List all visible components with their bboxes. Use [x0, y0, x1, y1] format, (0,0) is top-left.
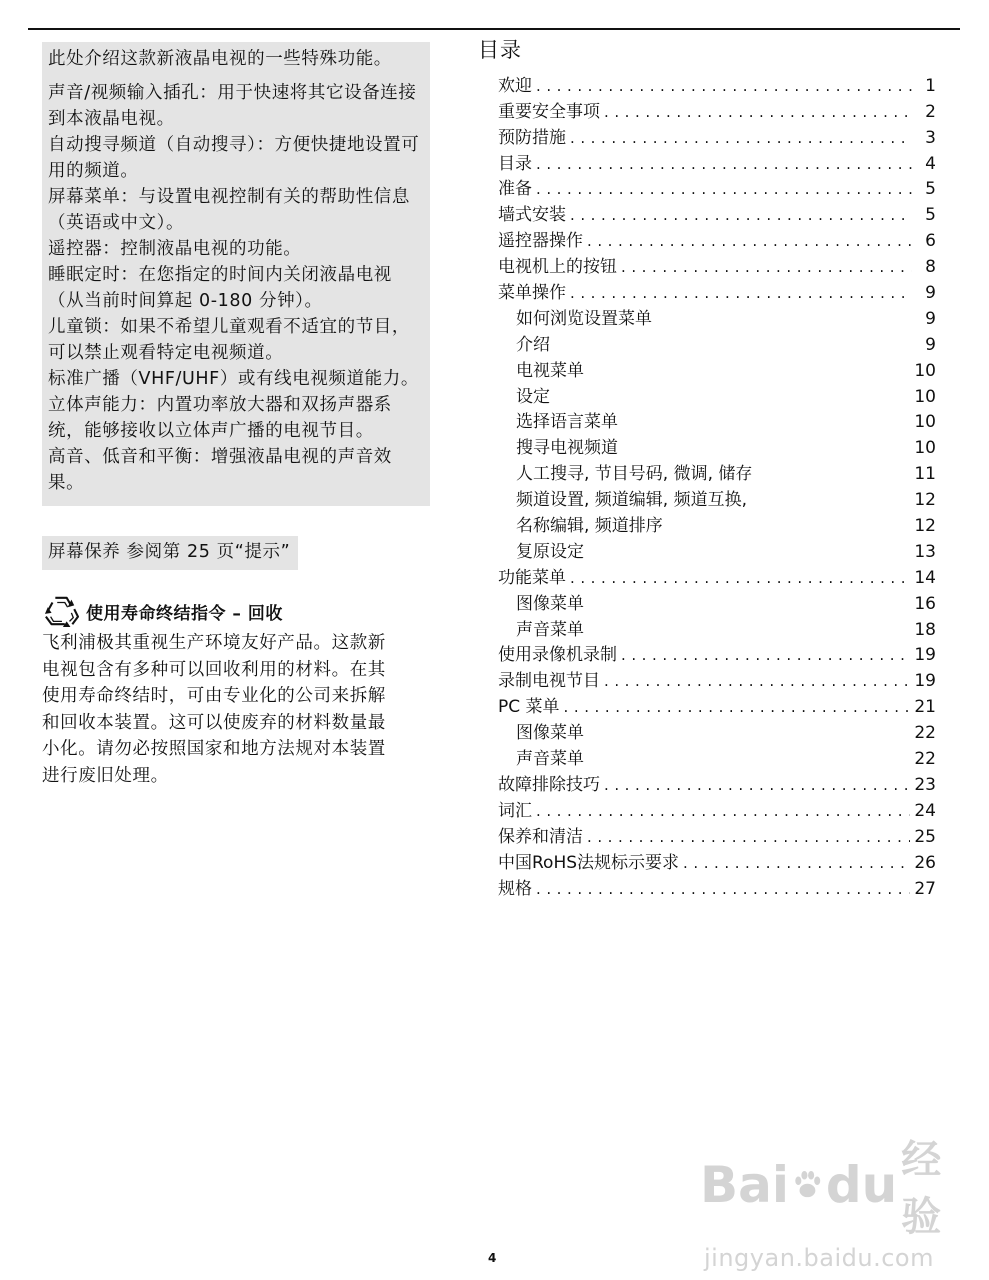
toc-entry — [478, 562, 936, 588]
toc-entry-page: 9 — [925, 308, 936, 329]
toc-entry-title: 词汇 — [498, 800, 532, 821]
toc-entry-page: 6 — [925, 231, 936, 252]
toc-entry — [478, 484, 936, 510]
toc-entry-title: 电视菜单 — [516, 360, 584, 381]
toc-entry-title: 准备 — [498, 179, 532, 200]
toc-entry — [478, 407, 936, 433]
toc-entry — [478, 381, 936, 407]
toc-entry — [478, 665, 936, 691]
toc-entry-page: 16 — [914, 593, 936, 614]
toc-entry-page: 10 — [914, 360, 936, 381]
toc-entry-title: 使用录像机录制 — [498, 645, 617, 666]
watermark-url: jingyan.baidu.com — [704, 1244, 934, 1272]
toc-entry-page: 10 — [914, 386, 936, 407]
toc-entry-title: 重要安全事项 — [498, 101, 600, 122]
watermark-brand-a: Bai — [700, 1156, 789, 1214]
toc-entry-page: 9 — [925, 334, 936, 355]
toc-entry — [478, 717, 936, 743]
toc-entry-title: 中国RoHS法规标示要求 — [498, 852, 680, 873]
toc-leader — [604, 775, 910, 795]
watermark-brand-b: du — [825, 1156, 898, 1214]
recycle-heading — [42, 594, 430, 628]
toc-entry-page: 12 — [914, 490, 936, 511]
toc-entry-title: 人工搜寻, 节目号码, 微调, 储存 — [516, 464, 753, 485]
toc-entry-title: 欢迎 — [498, 75, 532, 96]
toc-entry — [478, 769, 936, 795]
toc-entry-title: 搜寻电视频道 — [516, 438, 618, 459]
toc-entry-title: 电视机上的按钮 — [498, 257, 617, 278]
toc-entry — [478, 148, 936, 174]
toc-entry-page: 27 — [914, 878, 936, 899]
toc-entry-title: 图像菜单 — [516, 723, 584, 744]
feature-item: 遥控器：控制液晶电视的功能。 — [48, 239, 302, 259]
toc-entry-page: 22 — [914, 749, 936, 770]
toc-entry-title: 选择语言菜单 — [516, 412, 618, 433]
toc-entry-page: 13 — [914, 541, 936, 562]
toc-entry — [478, 225, 936, 251]
screensaver-note: 屏幕保养 参阅第 25 页“提示” — [42, 536, 298, 570]
toc-entry-page: 8 — [925, 257, 936, 278]
toc-entry — [478, 458, 936, 484]
toc-entry — [478, 873, 936, 899]
toc-entry-page: 21 — [914, 697, 936, 718]
toc-entry-page: 19 — [914, 671, 936, 692]
watermark-logo — [700, 1128, 950, 1242]
toc-entry-title: 墙式安装 — [498, 205, 566, 226]
toc-entry — [478, 691, 936, 717]
toc-entry-page: 10 — [914, 412, 936, 433]
toc-leader — [570, 568, 910, 588]
toc-entry-title: 图像菜单 — [516, 593, 584, 614]
toc-entry-page: 10 — [914, 438, 936, 459]
watermark-brand-c: 经验 — [901, 1137, 942, 1240]
feature-item: 高音、低音和平衡：增强液晶电视的声音效果。 — [48, 447, 392, 493]
toc-entry — [478, 199, 936, 225]
toc-entry-page: 5 — [925, 205, 936, 226]
toc-entry-title: 功能菜单 — [498, 567, 566, 588]
toc-entry-title: 遥控器操作 — [498, 231, 583, 252]
feature-item: 屏幕菜单：与设置电视控制有关的帮助性信息（英语或中文）。 — [48, 187, 410, 233]
toc-entry — [478, 277, 936, 303]
recycle-line: 小化。请勿必按照国家和地方法规对本装置 — [42, 739, 386, 759]
toc-entry-page: 4 — [925, 153, 936, 174]
toc-leader — [536, 179, 912, 199]
feature-item: 标准广播（VHF/UHF）或有线电视频道能力。 — [48, 369, 419, 389]
features-intro: 此处介绍这款新液晶电视的一些特殊功能。 — [48, 49, 392, 69]
toc-entry — [478, 536, 936, 562]
toc-leader — [564, 697, 911, 717]
feature-item: 声音/视频输入插孔：用于快速将其它设备连接到本液晶电视。 — [48, 83, 417, 129]
toc-entry-page: 3 — [925, 127, 936, 148]
toc-entry-title: 录制电视节目 — [498, 671, 600, 692]
feature-item: 自动搜寻频道（自动搜寻）：方便快捷地设置可用的频道。 — [48, 135, 420, 181]
toc-leader — [587, 827, 910, 847]
toc-entry — [478, 743, 936, 769]
toc-entry — [478, 510, 936, 536]
toc-entry-title: 复原设定 — [516, 541, 584, 562]
toc-entry — [478, 329, 936, 355]
toc-leader — [570, 128, 912, 148]
toc-entry-page: 22 — [914, 723, 936, 744]
toc-entry-page: 25 — [914, 826, 936, 847]
feature-item: 儿童锁：如果不希望儿童观看不适宜的节目，可以禁止观看特定电视频道。 — [48, 317, 410, 363]
toc-entry — [478, 251, 936, 277]
recycle-line: 进行废旧处理。 — [42, 765, 169, 786]
toc-leader — [621, 645, 910, 665]
toc-leader — [570, 283, 912, 303]
toc-leader — [570, 205, 912, 225]
feature-item: 睡眠定时：在您指定的时间内关闭液晶电视（从当前时间算起 0-180 分钟）。 — [48, 265, 392, 311]
toc-entry-page: 19 — [914, 645, 936, 666]
recycle-body — [42, 630, 430, 789]
toc-entry-page: 24 — [914, 800, 936, 821]
toc-leader — [536, 801, 910, 821]
toc-entry — [478, 355, 936, 381]
toc-leader — [536, 76, 912, 96]
toc-entry-title: 预防措施 — [498, 127, 566, 148]
toc-entry — [478, 432, 936, 458]
toc-entry — [478, 70, 936, 96]
features-box — [42, 42, 430, 506]
toc-entry — [478, 588, 936, 614]
toc-leader — [587, 231, 912, 251]
toc-title: 目录 — [478, 38, 522, 62]
recycle-line: 使用寿命终结时，可由专业化的公司来拆解 — [42, 686, 386, 706]
top-rule — [28, 28, 960, 30]
toc-entry-page: 12 — [914, 516, 936, 537]
toc-entry — [478, 640, 936, 666]
toc-entry-title: 如何浏览设置菜单 — [516, 308, 652, 329]
toc-entry-page: 18 — [914, 619, 936, 640]
recycle-line: 和回收本装置。这可以使废弃的材料数量最 — [42, 712, 386, 733]
toc-leader — [604, 102, 912, 122]
toc-entry-page: 14 — [914, 567, 936, 588]
toc-entry-title: 菜单操作 — [498, 283, 566, 304]
toc-entry-page: 23 — [914, 774, 936, 795]
toc-leader — [683, 853, 910, 873]
baidu-jingyan-watermark — [700, 1128, 950, 1272]
toc-entry-page: 2 — [925, 101, 936, 122]
feature-item: 立体声能力：内置功率放大器和双扬声器系统，能够接收以立体声广播的电视节目。 — [48, 395, 392, 441]
toc-leader — [536, 879, 910, 899]
toc-entry — [478, 303, 936, 329]
toc-entry-page: 5 — [925, 179, 936, 200]
paw-icon — [791, 1158, 824, 1212]
toc-column — [478, 34, 936, 899]
toc-entry-title: 声音菜单 — [516, 619, 584, 640]
toc-entry — [478, 795, 936, 821]
toc-entry — [478, 614, 936, 640]
toc-entry-title: 故障排除技巧 — [498, 774, 600, 795]
recycle-line: 电视包含有多种可以回收利用的材料。在其 — [42, 659, 386, 680]
toc-entry — [478, 847, 936, 873]
toc-entry-title: 目录 — [498, 153, 532, 174]
toc-leader — [536, 154, 912, 174]
page-number: 4 — [488, 1251, 497, 1265]
toc-entry-title: 名称编辑, 频道排序 — [516, 516, 663, 537]
left-column — [42, 42, 430, 789]
toc-entry-title: 保养和清洁 — [498, 826, 583, 847]
recycle-icon — [42, 594, 80, 628]
toc-entry-page: 11 — [914, 464, 936, 485]
recycle-line: 飞利浦极其重视生产环境友好产品。这款新 — [42, 633, 386, 653]
recycle-heading-text: 使用寿命终结指令 – 回收 — [86, 603, 283, 624]
toc-entry-title: 介绍 — [516, 334, 550, 355]
toc-list — [478, 70, 936, 899]
toc-leader — [621, 257, 912, 277]
toc-entry-page: 26 — [914, 852, 936, 873]
toc-entry-title: 声音菜单 — [516, 749, 584, 770]
toc-entry-title: 频道设置, 频道编辑, 频道互换, — [516, 490, 748, 511]
toc-entry — [478, 174, 936, 200]
toc-entry-page: 1 — [925, 75, 936, 96]
toc-entry-page: 9 — [925, 283, 936, 304]
toc-entry-title: PC 菜单 — [498, 697, 560, 718]
toc-entry-title: 规格 — [498, 878, 532, 899]
toc-entry-title: 设定 — [516, 386, 550, 407]
toc-entry — [478, 821, 936, 847]
toc-entry — [478, 96, 936, 122]
toc-leader — [604, 671, 910, 691]
recycle-section — [42, 594, 430, 789]
toc-entry — [478, 122, 936, 148]
